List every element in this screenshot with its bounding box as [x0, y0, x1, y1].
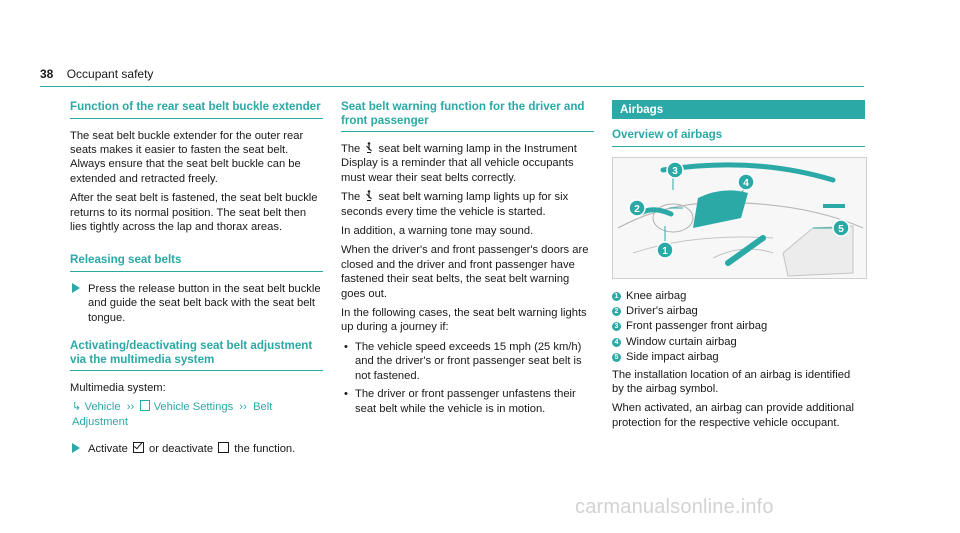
- checkbox-checked-icon: [133, 442, 144, 453]
- seat-belt-warning-icon: [365, 142, 373, 153]
- paragraph: In addition, a warning tone may sound.: [341, 225, 534, 238]
- callout-4: [738, 174, 754, 190]
- heading-buckle-extender: Function of the rear seat belt buckle extender: [70, 100, 321, 113]
- seat-belt-warning-icon: [365, 190, 373, 201]
- svg-text:2: 2: [634, 203, 640, 215]
- action-text: Activate: [88, 443, 128, 456]
- heading-releasing-seat-belts: Releasing seat belts: [70, 253, 182, 267]
- header-rule: [40, 86, 864, 87]
- heading-seat-belt-warning: Seat belt warning function for the driver and front passenger: [341, 100, 585, 127]
- bullet-item: • The driver or front passenger unfastens their seat belt while the vehicle is in motion.: [341, 387, 594, 416]
- action-arrow-icon: [72, 443, 80, 453]
- settings-car-icon: [140, 400, 150, 411]
- heading-seat-belt-adjustment: Activating/deactivating seat belt adjustment via the multimedia system: [70, 339, 313, 366]
- page-header: [40, 67, 153, 81]
- legend-item: 1 Knee airbag: [612, 289, 865, 303]
- paragraph: The seat belt warning lamp in the Instrument Display is a reminder that all vehicle occupants must wear their seat belts correctly.: [341, 143, 577, 184]
- double-chevron-icon: ››: [236, 401, 250, 414]
- column-2: [341, 100, 594, 420]
- callout-3: [667, 162, 683, 178]
- column-1: [70, 100, 323, 457]
- callout-1: [657, 242, 673, 258]
- paragraph: When activated, an airbag can provide additional protection for the respective vehicle occupant.: [612, 402, 854, 429]
- checkbox-empty-icon: [218, 442, 229, 453]
- airbag-diagram: [612, 157, 867, 279]
- airbag-legend: [612, 289, 865, 365]
- page-number: 38: [40, 67, 54, 81]
- return-arrow-icon: ↳: [72, 401, 82, 414]
- heading-rule: [612, 146, 865, 147]
- callout-5: [833, 220, 849, 236]
- callout-2: [629, 200, 645, 216]
- svg-text:5: 5: [838, 223, 844, 235]
- menu-path: [70, 400, 323, 429]
- legend-item: 3 Front passenger front airbag: [612, 319, 865, 333]
- heading-rule: [341, 131, 594, 132]
- legend-item: 5 Side impact airbag: [612, 350, 865, 364]
- section-title: Occupant safety: [66, 67, 154, 81]
- svg-text:1: 1: [662, 245, 668, 257]
- menu-path-vehicle: Vehicle: [84, 401, 121, 414]
- system-label: Multimedia system:: [70, 382, 166, 395]
- paragraph: After the seat belt is fastened, the seat belt buckle returns to its normal position. The seat belt then lies tightly across the lap and thorax areas.: [70, 192, 318, 233]
- legend-item: 4 Window curtain airbag: [612, 335, 865, 349]
- section-banner: Airbags: [612, 100, 865, 119]
- action-text: Press the release button in the seat belt buckle and guide the seat belt back with the seat belt tongue.: [88, 282, 321, 324]
- menu-path-settings: Vehicle Settings: [153, 401, 234, 414]
- svg-text:4: 4: [743, 177, 749, 189]
- heading-rule: [70, 118, 323, 119]
- paragraph: The seat belt buckle extender for the outer rear seats makes it easier to fasten the seat belt. Always ensure that the seat belt buckle can be extended and retracted freely.: [70, 129, 304, 185]
- paragraph: The installation location of an airbag is identified by the airbag symbol.: [612, 368, 851, 395]
- paragraph: In the following cases, the seat belt warning lights up during a journey if:: [341, 307, 587, 334]
- action-text: the function.: [234, 443, 296, 456]
- bullet-item: • The vehicle speed exceeds 15 mph (25 km/h) and the driver's or front passenger seat belt is not fastened.: [341, 340, 594, 383]
- legend-item: 2 Driver's airbag: [612, 304, 865, 318]
- action-arrow-icon: [72, 283, 80, 293]
- paragraph: When the driver's and front passenger's doors are closed and the driver and front passenger have fastened their seat belts, the seat belt warning goes out.: [341, 244, 589, 300]
- action-step: [70, 442, 323, 456]
- double-chevron-icon: ››: [123, 401, 138, 414]
- watermark: carmanualsonline.info: [575, 496, 774, 518]
- action-step: [70, 282, 323, 325]
- action-text: or deactivate: [149, 443, 214, 456]
- column-3: [612, 100, 865, 435]
- svg-text:3: 3: [672, 165, 678, 177]
- heading-overview-airbags: Overview of airbags: [612, 128, 723, 141]
- paragraph: The seat belt warning lamp lights up for six seconds every time the vehicle is started.: [341, 191, 569, 218]
- heading-rule: [70, 370, 323, 371]
- menu-path-belt: Belt Adjustment: [72, 401, 273, 428]
- heading-rule: [70, 271, 323, 272]
